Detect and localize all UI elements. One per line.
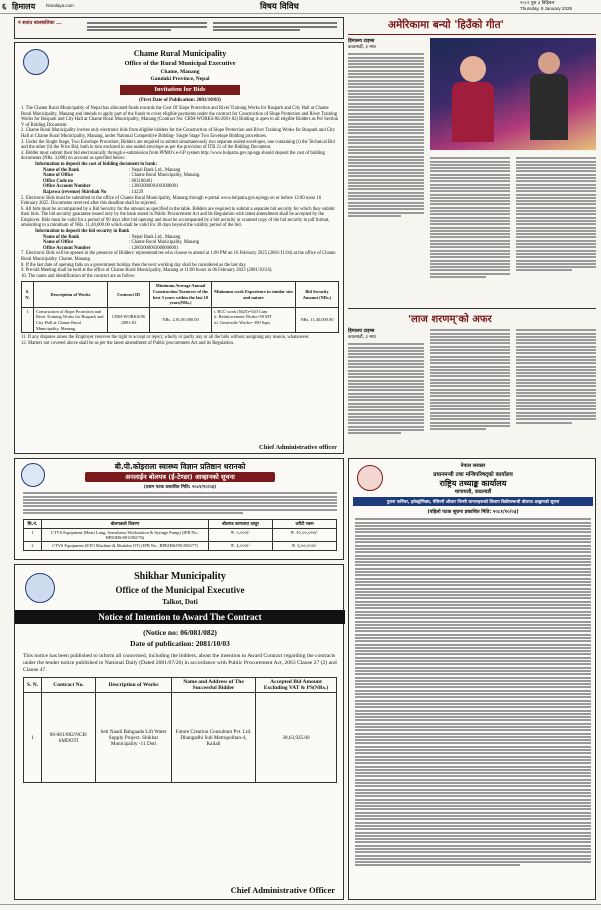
chame-item-8: 8. If the last date of opening falls on a government holiday then the next working day shall be considered as the last day. [21, 262, 247, 268]
article1-col1 [348, 52, 424, 218]
singer-figure-right [538, 52, 560, 74]
chame-notice [14, 42, 344, 454]
article-hiuko-geet [348, 16, 596, 304]
chame-items [21, 106, 339, 346]
chame-item-9: 9. Pre-bid Meeting shall be held at the office of Chame Rural Municipality, Manang at 11:00 hours in 06 February 2023 (2081/10/24). [21, 268, 273, 274]
masthead-date-np: २०८१ पुस ३ बिहिबार [520, 1, 555, 6]
chame-item-10: 10. The name and identification of the contract are as follow: [21, 273, 136, 279]
chame-place: Chame, Manang [160, 69, 200, 75]
shikhar-place: Talkot, Doti [162, 598, 198, 606]
chame-item-6: 6. All bids must be accompanied by a Bid Security for the amount as specified in the table. Bidders are required to submit a separate bid security for which they submit their bids. The bid security guarantee issued only by the bank stated in Public Procurement Act and Its Regulation with latest amendment shall be accepted by the Employer. Bids must be valid for a period of 90 days after bid opening and must be accompanied by a bid security or scanned copy of the bid security in pdf format, amounting to a minimum of NRs. 11,40,000.00 which shall be valid for 30 days beyond the validity period of the bid. [21, 206, 335, 229]
chame-office: Office of the Rural Municipal Executive [124, 60, 236, 67]
deposit-row: Name of the Bank : Nepal Bank Ltd., Manang [43, 167, 181, 173]
bidsec-row: Office Account Number : 12803000003000000001 [43, 245, 179, 251]
slogan-left-text [87, 21, 207, 32]
singer-figure-right-body [530, 74, 568, 140]
shikhar-signature: Chief Administrative Officer [230, 885, 335, 895]
shikhar-table [23, 677, 337, 783]
gov-band: पुराना फर्निचर, इलेक्ट्रोनिक्स, मेसिनरी औजार जिन्सी सामानहरूको लिलाम बिक्रीसम्बन्धी बोलपत्र आह्वानको सूचना [353, 497, 593, 506]
shikhar-office: Office of the Municipal Executive [115, 585, 245, 595]
gov-top: नेपाल सरकार [460, 463, 486, 469]
deposit-row: Rajaswa (revenue) Shirshak No : 14229 [43, 189, 144, 195]
masthead-logo: हिमालय [12, 2, 36, 11]
article2-col2 [430, 328, 510, 432]
bp-notice [14, 458, 344, 560]
chame-item-1: 1. The Chame Rural Municipality of Nepal has allocated funds towards the Cost Of Slope Protection and River Training Works for Buspark and City Hall at Chame Rural Municipality, Manang and intends to apply part of the funds to cover eligible payments under the contract for Construction of Slope Protection and River Training Works for Buspark and City Hall at Chame Rural Municipality, Manang (Contract No: CRM-WORKS/06/2081-82) Bidding is open to all eligible Bidders as Per Section V of Bidding Document. [21, 106, 339, 128]
shikhar-pub-date: Date of publication: 2081/10/03 [130, 639, 230, 648]
gov-org: राष्ट्रिय तथ्याङ्क कार्यालय [439, 479, 507, 488]
deposit-row: Office Account Number : 12803000001001000001 [43, 184, 179, 190]
bp-table-header: सि.नं. बोलपत्रको विवरण बोलपत्र कागजात दस्तुर धरौटी रकम [24, 520, 337, 529]
masthead-date-en: Thursday, 9 January 2025 [520, 6, 572, 11]
bidsec-row: Name of Office : Chame Rural Municipality, Manang [43, 240, 200, 246]
gov-body-text [355, 517, 591, 868]
article1-dateline: काठमाडौं, ३ माघ [348, 45, 376, 50]
article2-title: 'लाज शरणम्'को अफर [408, 314, 492, 325]
chame-item-7: 7. Electronic Bids will be opened in the presence of Bidders' representatives who choose to attend at 1:00 PM on 16 February 2025 (2081/11/04) at the office of Chame Rural Municipality, Chame, Manang. [21, 251, 336, 263]
table-row: 1 06-081/082/NCB/ SMDOTI Seti Naadi Bahgaada Lift Water Supply Project. Shikhar Municipality -11 Doti Future Creation Consultant Pvt. Ltd. Dhangadhi Sub Metropolitan-4, Kailali 38,63,925.00 [24, 693, 337, 783]
chame-org: Chame Rural Municipality [133, 49, 227, 58]
article2-col1 [348, 342, 424, 436]
article1-photo [430, 38, 596, 150]
bidsec-info [21, 235, 339, 252]
article1-title: अमेरिकामा बन्यो 'हिउँको गीत' [388, 19, 504, 31]
masthead-site: himalaya.com [46, 3, 74, 8]
article2-dateline: काठमाडौं, ३ माघ [348, 335, 376, 340]
masthead [0, 0, 601, 14]
footer-rule [0, 904, 601, 905]
article1-col2 [430, 156, 510, 279]
shikhar-notice [14, 564, 344, 900]
bp-body-text [23, 491, 337, 515]
bp-pub: (प्रथम पटक प्रकाशित मिति: २०८१/१०/०३) [143, 485, 217, 490]
chame-band: Invitation for Bids [120, 85, 240, 95]
chame-item-4: 4. Bidder must submit their bid electronically through e-submission from PPMO's e-GP system http://www.bolpatra.gov.np/egp should deposit the cost of bidding documents (NRs. 3,000) on account as specified below: [21, 150, 325, 162]
singer-figure-left [460, 56, 486, 82]
article1-byline: हिमालय टाइम्स [348, 39, 375, 44]
gov-pub: (पहिलो पटक सूचना प्रकाशित मिति: २०८१/१०/०३) [427, 510, 519, 515]
chame-item-5: 5. Electronic Bids must be submitted to the office of Chame Rural Municipality, Manang through e-portal www.bolpatra.gov.np/egp on or before 12:00 noon 16 February 2025. Documents received after this deadline shall be rejected. [21, 195, 322, 207]
bp-org: बी.पी.कोइराला स्वास्थ्य विज्ञान प्रतिष्ठान धरानको [114, 462, 246, 471]
deposit-row: Office Code no : 803106401 [43, 178, 153, 184]
chame-province: Gandaki Province, Nepal [150, 76, 210, 82]
contract-table-header: S. N. Description of Works Contract ID Minimum Average Annual Construction Turnover of the best 3 years within the last 10 years(NRs.) Minimum work Experience in similar size and nature Bid Security Amount (NRs.) [22, 282, 339, 307]
deposit-heading: Information to deposit the cost of bidding document in bank: [35, 161, 158, 167]
article2-col3 [516, 328, 596, 425]
article2-top-rule [348, 308, 596, 309]
bp-band: अनलाईन बोलपत्र (ई-टेण्डर) आव्हानको सूचना [85, 472, 275, 482]
chame-item-12: 12. Matters not covered above shall be as per the latest amendment of Public procurement Act and its Regulation. [21, 340, 234, 346]
gov-place: थापाथली, काठमाडौं [454, 489, 492, 495]
bidsec-row: Name of the Bank : Nepal Bank Ltd., Manang [43, 234, 181, 240]
bp-table [23, 519, 337, 551]
article2-byline: हिमालय टाइम्स [348, 329, 375, 334]
shikhar-notice-no: (Notice no: 06/081/082) [143, 628, 217, 637]
page-number: ६ [2, 2, 7, 11]
chame-item-2: 2. Chame Rural Municipality invites only electronic bids from eligible bidders for the Construction of Slope Protection and River Training Works for Buspark and City Hall at Chame Rural Municipality, Manang, under National Competitive Bidding- Single Stage Two Envelope Bidding procedures. [21, 128, 335, 139]
gov-ministry: प्रधानमन्त्री तथा मन्त्रिपरिषद्को कार्यालय [433, 472, 513, 478]
article1-rule [348, 34, 596, 35]
table-row: 2 CTVS Equipment (ETO Machine & Modular OT) (IFB No.: BPKIHS/081/082/77) रु. ३,०००/- रु. ६,५०,०००/- [24, 542, 337, 551]
chame-pub-date: (First Date of Publication: 2081/10/03) [139, 98, 221, 103]
article-laaj-sharanam [348, 308, 596, 454]
bidsec-heading: Information to deposit the bid security in Bank [35, 229, 130, 235]
table-row: 1 CTVS Equipment (Heart Lung, Anesthesia Workstation & Syringe Pump) (IFB No.: BPKIHS/081/082/76) रु. ५,०००/- रु. २०,००,०००/- [24, 529, 337, 542]
chame-item-3: 3. Under the Single Stage, Two Envelope Procedure, Bidders are required to submit simultaneously two separate sealed envelopes, one containing (i) the Technical Bid and the other (ii) the Price Bid, both in turn enclosed in one sealed envelope as per the provision of ITB 21 of the Bidding Document. [21, 139, 335, 151]
section-title: विषय विविध [260, 2, 299, 12]
shikhar-org: Shikhar Municipality [134, 571, 226, 582]
gov-notice [348, 458, 596, 900]
singer-figure-left-body [452, 82, 494, 142]
deposit-row: Name of Office : Chame Rural Municipality, Manang. [43, 173, 201, 179]
slogan-right-text [213, 21, 337, 32]
contract-table [21, 281, 339, 333]
deposit-info [21, 168, 339, 196]
chame-signature: Chief Administrative officer [259, 444, 337, 451]
shikhar-band: Notice of Intention to Award The Contract [15, 610, 345, 624]
shikhar-table-header: S. N. Contract No. Description of Works Name and Address of The Successful Bidder Accepted Bid Amount Excluding VAT & PS(NRs.) [24, 678, 337, 693]
table-row: 1 Construction of Slope Protection and River Training Works for Buspark and City Hall at Chame Rural Municipality, Manang. CRM-WORKS/06 /2081-82 NRs. 2,81,00,000.00 i. RCC work (M25)=520 Cum ii. Reinforcement Works=50 MT iii. Geotextile Works= 390 Sqm NRs. 11,40,000.00 [22, 307, 339, 332]
article1-col3 [516, 156, 596, 273]
slogan-text: न सताउ बालबालिका ... [18, 21, 62, 26]
chame-item-11: 11. If any disputes arises the Employer reserves the right to accept or reject, wholly or partly any or all the bids without assigning any reason, whatsoever. [21, 335, 310, 341]
shikhar-body: This notice has been published to inform all concerned, including the bidders, about the intention to Award Contract regarding the contracts under the tender notice published in National Daily (Dated 2081/07/26) in accordance with Public Procurement Act, 2063 Clause 27 (2) and Clause 47. [23, 653, 337, 673]
slogan-strip [14, 17, 344, 39]
